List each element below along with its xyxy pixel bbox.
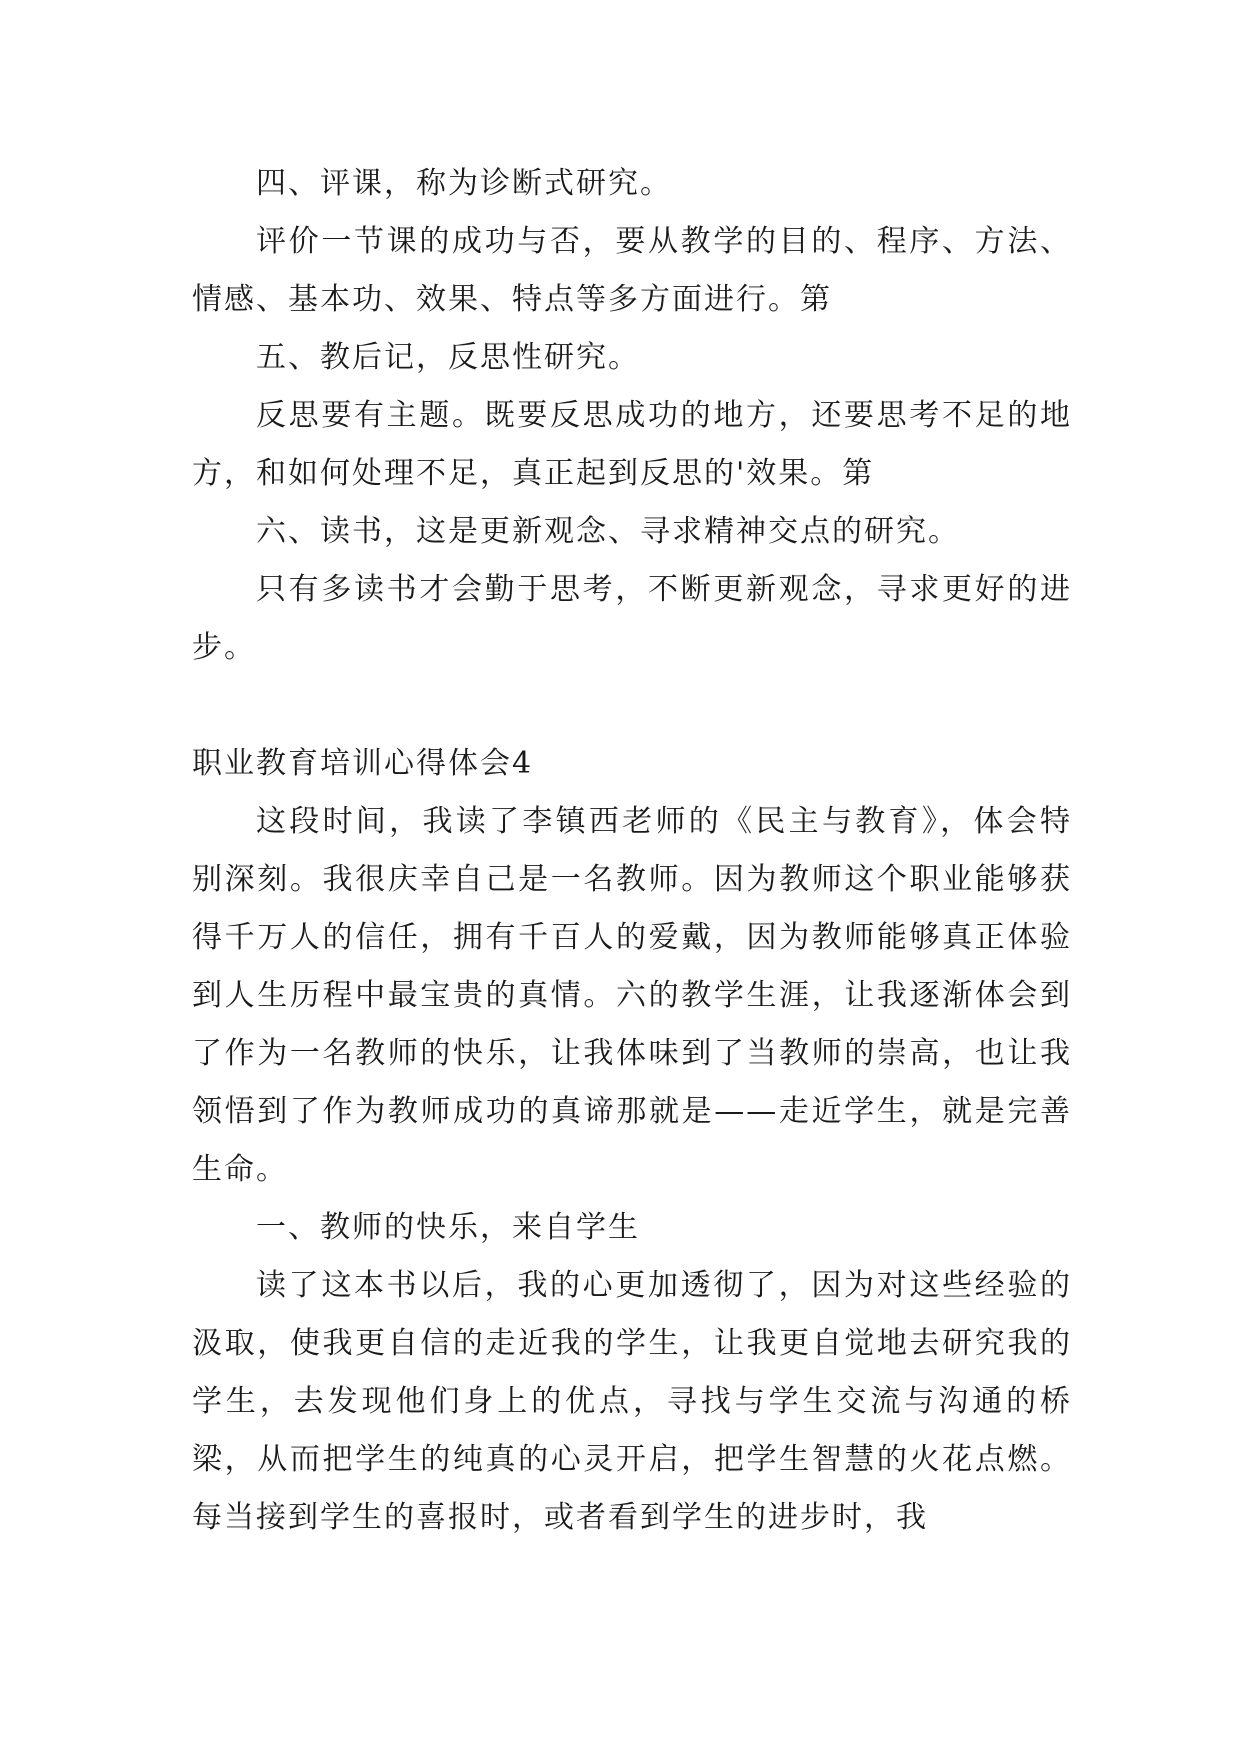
paragraph-heading-five: 五、教后记，反思性研究。 [256, 340, 640, 375]
section-spacer [192, 677, 1072, 735]
paragraph-evaluation: 评价一节课的成功与否，要从教学的目的、程序、方法、情感、基本功、效果、特点等多方面进行。第 [192, 224, 1072, 317]
paragraph-heading-one: 一、教师的快乐，来自学生 [256, 1210, 640, 1245]
paragraph-body: 读了这本书以后，我的心更加透彻了，因为对这些经验的汲取，使我更自信的走近我的学生，让我更自觉地去研究我的学生，去发现他们身上的优点，寻找与学生交流与沟通的桥梁，从而把学生的纯真的心灵开启，把学生智慧的火花点燃。每当接到学生的喜报时，或者看到学生的进步时，我 [192, 1268, 1072, 1535]
paragraph-reading: 只有多读书才会勤于思考，不断更新观念，寻求更好的进步。 [192, 572, 1072, 665]
document-body [192, 155, 1072, 1547]
paragraph-reflection: 反思要有主题。既要反思成功的地方，还要思考不足的地方，和如何处理不足，真正起到反思的'效果。第 [192, 398, 1072, 491]
section-title: 职业教育培训心得体会4 [192, 746, 534, 781]
paragraph-intro: 这段时间，我读了李镇西老师的《民主与教育》，体会特别深刻。我很庆幸自己是一名教师。因为教师这个职业能够获得千万人的信任，拥有千百人的爱戴，因为教师能够真正体验到人生历程中最宝贵的真情。六的教学生涯，让我逐渐体会到了作为一名教师的快乐，让我体味到了当教师的崇高，也让我领悟到了作为教师成功的真谛那就是——走近学生，就是完善生命。 [192, 804, 1072, 1187]
paragraph-heading-four: 四、评课，称为诊断式研究。 [256, 166, 672, 201]
paragraph-heading-six: 六、读书，这是更新观念、寻求精神交点的研究。 [256, 514, 960, 549]
